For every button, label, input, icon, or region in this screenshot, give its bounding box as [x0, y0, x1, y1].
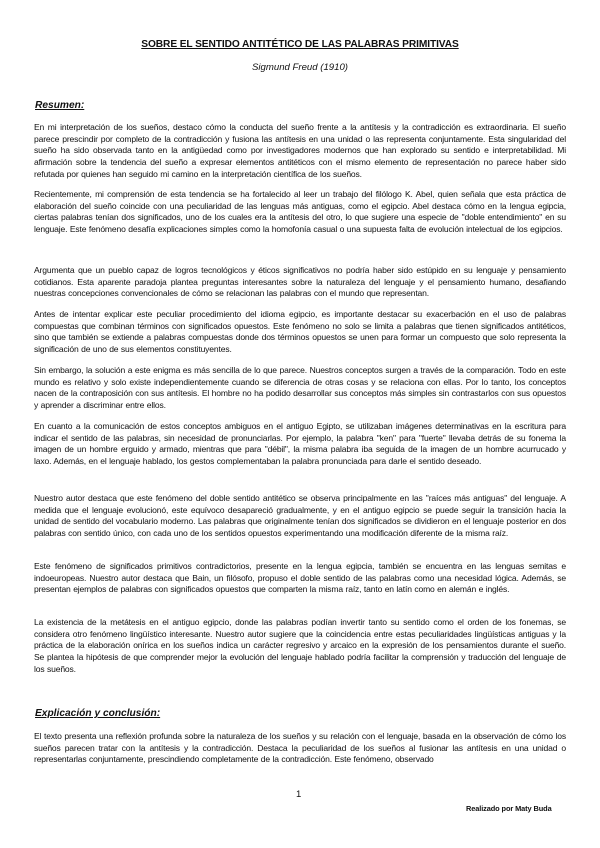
paragraph: En mi interpretación de los sueños, destaco cómo la conducta del sueño frente a la antítesis y la contradicción es extraordinaria. El sueño parece prescindir por completo de la contradicción y fusiona las antítesis en una unidad o las representa conjuntamente. Esta singularidad del sueño ha sido observada tanto en la antigüedad como por investigadores modernos que han explorado su sentido e interpretabilidad. Mi afirmación sobre la tendencia del sueño a expresar elementos antitéticos con el mismo elemento de representación no parece haber sido refutada por quienes han seguido mi camino en la interpretación científica de los sueños. — [34, 122, 566, 179]
section-heading-resumen: Resumen: — [35, 100, 85, 111]
paragraph: Antes de intentar explicar este peculiar procedimiento del idioma egipcio, es importante destacar su exacerbación en el uso de palabras compuestas que combinan términos con significados opuestos. Este fenómeno no solo se limita a palabras que tienen significados antitéticos, sino que también se extiende a palabras compuestas donde dos términos opuestos se unen para formar un compuesto que solo representa la significación de uno de sus elementos constituyentes. — [34, 309, 566, 355]
document-title: SOBRE EL SENTIDO ANTITÉTICO DE LAS PALABRAS PRIMITIVAS — [141, 39, 459, 50]
paragraph: Argumenta que un pueblo capaz de logros tecnológicos y éticos significativos no podría haber sido estúpido en su lenguaje y pensamiento cotidianos. Esta aparente paradoja plantea preguntas interesantes sobre la naturaleza del lenguaje y el pensamiento humano, desafiando nuestras concepciones convencionales de cómo se relacionan las palabras con el mundo que representan. — [34, 265, 566, 299]
paragraph: Este fenómeno de significados primitivos contradictorios, presente en la lengua egipcia, también se encuentra en las lenguas semitas e indoeuropeas. Nuestro autor destaca que Bain, un filósofo, propuso el doble sentido de las palabras como una necesidad lógica. Además, se presentan ejemplos de palabras con significados opuestos que comparten la misma raíz, tanto en latín como en alemán e inglés. — [34, 561, 566, 595]
paragraph: El texto presenta una reflexión profunda sobre la naturaleza de los sueños y su relación con el lenguaje, basada en la observación de cómo los sueños parecen tratar con la antítesis y la contradicción. Destaca la peculiaridad de los sueños al fusionar las antítesis en una unidad o representarlas conjuntamente, prescindiendo completamente de la contradicción. Este fenómeno, observado — [34, 731, 566, 765]
author-line: Sigmund Freud (1910) — [252, 62, 348, 73]
section-heading-explicacion: Explicación y conclusión: — [35, 708, 161, 719]
paragraph: En cuanto a la comunicación de estos conceptos ambiguos en el antiguo Egipto, se utilizaban imágenes determinativas en la escritura para indicar el sentido de las palabras, sin necesidad de pronunciarlas. Por ejemplo, la palabra "ken" para "fuerte" llevaba detrás de su fonema la imagen de un hombre erguido y armado, mientras que para "débil", la misma palabra iba seguida de la imagen de un hombre acurrucado y laxo. Además, en el lenguaje hablado, los gestos complementaban la palabra pronunciada para darle el sentido deseado. — [34, 421, 566, 467]
footer-credit: Realizado por Maty Buda — [466, 804, 552, 813]
paragraph: Sin embargo, la solución a este enigma es más sencilla de lo que parece. Nuestros conceptos surgen a través de la comparación. Todo en este mundo es relativo y solo existe independientemente cuando se diferencia de otras cosas y se relaciona con ellas. Por lo tanto, los conceptos nacen de la contraposición con sus antítesis. El hombre no ha podido desarrollar sus conceptos más simples sin contrastarlos con sus opuestos y aprender a discriminar entre ellos. — [34, 365, 566, 411]
paragraph: Recientemente, mi comprensión de esta tendencia se ha fortalecido al leer un trabajo del filólogo K. Abel, quien señala que esta práctica de elaboración del sueño coincide con una peculiaridad de las lenguas más antiguas, como el egipcio. Abel destaca cómo en la lengua egipcia, ciertas palabras tenían dos significados, uno de los cuales era la antítesis del otro, lo que sugiere una especie de "doble entendimiento" en su lenguaje. Este fenómeno desafía explicaciones simples como la homofonía casual o una supuesta falta de evolución intelectual de los egipcios. — [34, 189, 566, 235]
paragraph: Nuestro autor destaca que este fenómeno del doble sentido antitético se observa principalmente en las "raíces más antiguas" del lenguaje. A medida que el lenguaje evolucionó, este equívoco desapareció gradualmente, y en el antiguo egipcio se puede seguir la transición hacia la unidad de sentido del vocabulario moderno. Las palabras que originalmente tenían dos significados se dividieron en el lenguaje posterior en dos palabras con sentido único, con cada uno de los sentidos opuestos experimentando una modificación diferente de la misma raíz. — [34, 493, 566, 539]
paragraph: La existencia de la metátesis en el antiguo egipcio, donde las palabras podían invertir tanto su sentido como el orden de los fonemas, se considera otro fenómeno lingüístico interesante. Nuestro autor sugiere que la coincidencia entre estas peculiaridades lingüísticas antiguas y la práctica de la elaboración onírica en los sueños indica un carácter regresivo y arcaico en la expresión de los pensamientos durante el sueño. Se plantea la hipótesis de que comprender mejor la evolución del lenguaje hablado podría facilitar la comprensión y traducción del lenguaje de los sueños. — [34, 617, 566, 674]
page-number: 1 — [296, 789, 302, 800]
